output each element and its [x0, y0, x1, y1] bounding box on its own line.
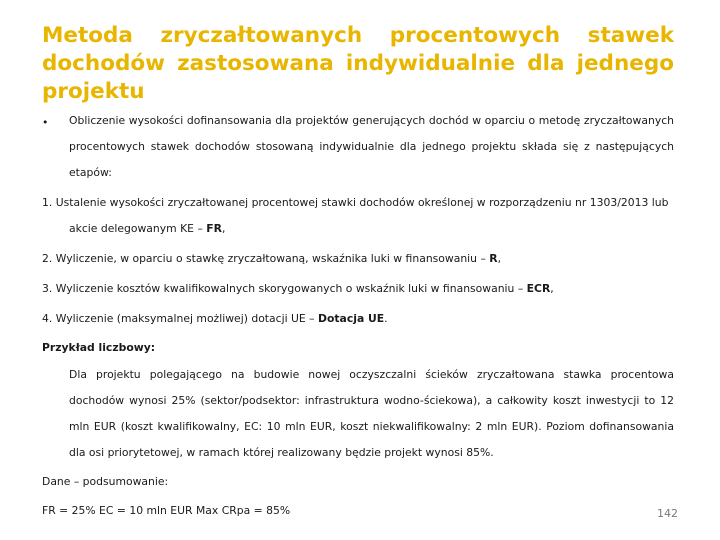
step-4-symbol: Dotacja UE: [318, 312, 385, 325]
step-1-text: 1. Ustalenie wysokości zryczałtowanej procentowej stawki dochodów określonej w rozporządzeniu nr 1303/2013 lub: [42, 196, 669, 209]
step-1-end: ,: [221, 222, 226, 235]
step-3: [42, 276, 674, 302]
step-3-symbol: ECR: [526, 282, 551, 295]
step-4-end: .: [384, 312, 388, 325]
page-number: 142: [657, 507, 678, 520]
bullet-mark: •: [42, 116, 49, 129]
step-1: [42, 190, 674, 242]
slide-content: [42, 108, 674, 524]
step-3-end: ,: [550, 282, 554, 295]
example-heading-text: Przykład liczbowy:: [42, 341, 156, 354]
step-2-symbol: R: [489, 252, 498, 265]
example-heading: [42, 335, 674, 361]
step-2: [42, 246, 674, 272]
step-4-text: 4. Wyliczenie (maksymalnej możliwej) dotacji UE –: [42, 312, 319, 325]
summary-heading: Dane – podsumowanie:: [42, 475, 169, 488]
step-1-cont-text: akcie delegowanym KE –: [69, 222, 207, 235]
step-3-text: 3. Wyliczenie kosztów kwalifikowalnych skorygowanych o wskaźnik luki w finansowaniu –: [42, 282, 527, 295]
step-1-continuation: [42, 216, 674, 242]
slide-title: Metoda zryczałtowanych procentowych stawek dochodów zastosowana indywidualnie dla jednego projektu: [42, 23, 674, 104]
step-2-end: ,: [497, 252, 502, 265]
bullet-text: Obliczenie wysokości dofinansowania dla projektów generujących dochód w oparciu o metodę zryczałtowanych procentowych stawek dochodów stosowaną indywidualnie dla jednego projektu składa się z następujących etapów:: [69, 114, 674, 179]
summary-text: FR = 25% EC = 10 mln EUR Max CRpa = 85%: [42, 504, 291, 517]
step-1-symbol: FR: [206, 222, 222, 235]
example-text: Dla projektu polegającego na budowie nowej oczyszczalni ścieków zryczałtowana stawka procentowa dochodów wynosi 25% (sektor/podsektor: infrastruktura wodno-ściekowa), a całkowity koszt inwestycji to 12 mln EUR (koszt kwalifikowalny, EC: 10 mln EUR, koszt niekwalifikowalny: 2 mln EUR). Poziom dofinansowania dla osi priorytetowej, w ramach której realizowany będzie projekt wynosi 85%.: [69, 368, 674, 459]
step-2-text: 2. Wyliczenie, w oparciu o stawkę zryczałtowaną, wskaźnika luki w finansowaniu –: [42, 252, 490, 265]
step-4: [42, 306, 674, 332]
bullet-item: [42, 108, 674, 186]
